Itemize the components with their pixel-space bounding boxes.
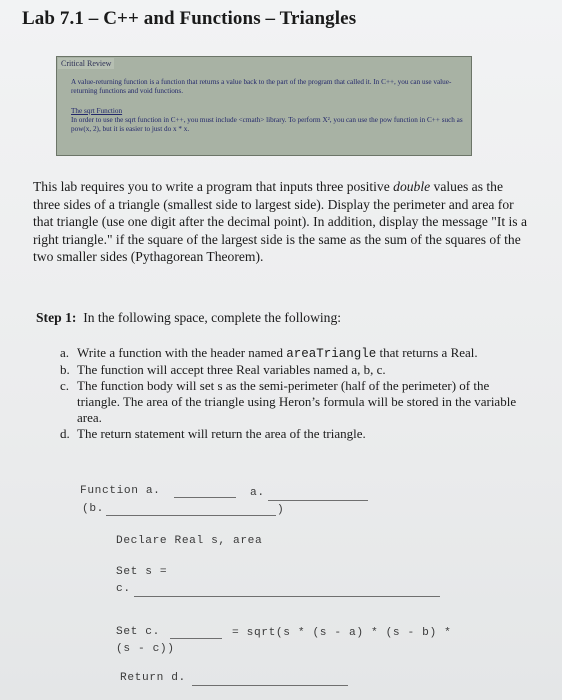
list-item-text: Write a function with the header named xyxy=(77,345,287,360)
intro-paragraph xyxy=(33,178,528,266)
instruction-list xyxy=(60,345,530,442)
set-s-line: Set s = xyxy=(116,566,168,578)
list-item-text: The function body will set s as the semi-perimeter (half of the perimeter) of the triangle. The area of the triangle using Heron’s formula will be stored in the variable area. xyxy=(77,378,517,425)
set-area-line: Set c. xyxy=(116,626,160,638)
blank-semi-perimeter[interactable] xyxy=(134,596,440,597)
intro-text-b: values as the three sides of a triangle (smallest side to largest side). Display the perimeter and area for that triangle (use one digit after the decimal point). In addition, display the message "It is a right triangle." if the square of the largest side is the same as the sum of the squares of the two smaller sides (Pythagorean Theorem). xyxy=(33,179,528,265)
function-keyword: Function a. xyxy=(80,485,161,497)
list-item xyxy=(60,426,530,442)
list-item-label: d. xyxy=(60,426,70,441)
list-item-text: The return statement will return the area of the triangle. xyxy=(77,426,366,441)
blank-return-value[interactable] xyxy=(192,685,348,686)
intro-emphasis: double xyxy=(393,179,431,194)
list-item-text: The function will accept three Real variables named a, b, c. xyxy=(77,362,386,377)
params-open: (b. xyxy=(82,503,104,515)
heron-formula: = sqrt(s * (s - a) * (s - b) * xyxy=(232,627,452,639)
heron-formula-tail: (s - c)) xyxy=(116,643,175,655)
list-item xyxy=(60,362,530,378)
critical-review-box xyxy=(56,56,472,156)
list-item-code: areaTriangle xyxy=(286,347,377,361)
return-type-label: a. xyxy=(250,487,265,499)
blank-parameters[interactable] xyxy=(106,515,276,516)
step-text: In the following space, complete the following: xyxy=(83,310,342,325)
blank-return-type[interactable] xyxy=(268,500,368,501)
review-paragraph-2 xyxy=(71,107,466,134)
critical-review-tab: Critical Review xyxy=(58,58,114,69)
page-title: Lab 7.1 – C++ and Functions – Triangles xyxy=(22,8,357,29)
sqrt-description: In order to use the sqrt function in C++, you must include <cmath> library. To perform X², you can use the pow function in C++ such as pow(x, 2), but it is easier to just do x * x. xyxy=(71,116,463,133)
review-paragraph-1: A value-returning function is a function that returns a value back to the part of the program that called it. In C++, you can use value-returning functions and void functions. xyxy=(71,78,452,95)
blank-function-name[interactable] xyxy=(174,497,236,498)
return-line: Return d. xyxy=(120,672,186,684)
list-item-label: b. xyxy=(60,362,70,377)
blank-area-var[interactable] xyxy=(170,638,222,639)
intro-text-a: This lab requires you to write a program that inputs three positive xyxy=(33,179,394,194)
set-s-blank-label: c. xyxy=(116,583,131,595)
list-item xyxy=(60,378,530,426)
list-item-label: a. xyxy=(60,345,70,360)
step-label: Step 1: xyxy=(36,310,77,325)
list-item-label: c. xyxy=(60,378,70,393)
declare-line: Declare Real s, area xyxy=(116,535,263,547)
list-item xyxy=(60,345,530,362)
list-item-text-post: that returns a Real. xyxy=(376,345,478,360)
params-close: ) xyxy=(277,504,285,516)
sqrt-heading: The sqrt Function xyxy=(71,107,123,115)
step-1-heading xyxy=(36,310,341,326)
